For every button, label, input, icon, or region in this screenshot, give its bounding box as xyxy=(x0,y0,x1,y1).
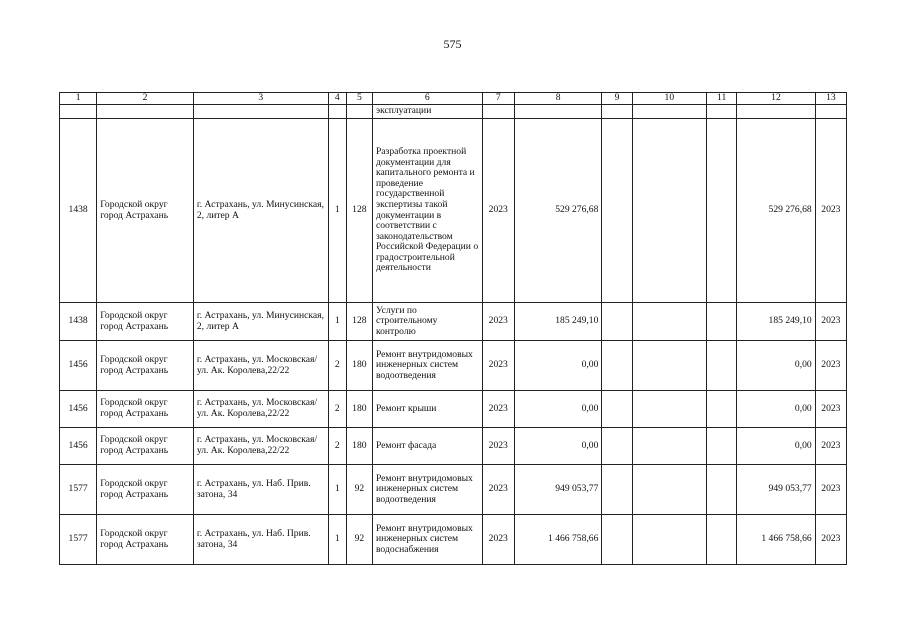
col-4-value: 2 xyxy=(328,341,346,391)
municipality: Городской округ город Астрахань xyxy=(97,428,194,465)
col-9-value xyxy=(602,515,632,565)
record-number: 1438 xyxy=(60,303,97,341)
work-description: Ремонт внутридомовых инженерных систем водоснабжения xyxy=(372,515,482,565)
col-11-value xyxy=(707,119,737,303)
col-12-value: 949 053,77 xyxy=(737,465,815,515)
record-number: 1456 xyxy=(60,391,97,428)
col-12-value: 185 249,10 xyxy=(737,303,815,341)
page-number: 575 xyxy=(443,37,462,51)
total-cost: 949 053,77 xyxy=(514,465,602,515)
municipality: Городской округ город Астрахань xyxy=(97,341,194,391)
address: г. Астрахань, ул. Московская/ ул. Ак. Королева,22/22 xyxy=(193,428,328,465)
col-4-value: 1 xyxy=(328,303,346,341)
col-12-value: 529 276,68 xyxy=(737,119,815,303)
col-9-value xyxy=(602,465,632,515)
work-description: Ремонт фасада xyxy=(372,428,482,465)
address: г. Астрахань, ул. Минусинская, 2, литер А xyxy=(193,119,328,303)
col-4-value: 2 xyxy=(328,428,346,465)
header-col-8: 8 xyxy=(514,93,602,105)
year: 2023 xyxy=(482,391,514,428)
header-col-4: 4 xyxy=(328,93,346,105)
year: 2023 xyxy=(482,303,514,341)
completion-year: 2023 xyxy=(815,119,846,303)
col-4-value: 1 xyxy=(328,465,346,515)
table-row xyxy=(60,119,847,303)
col-11-value xyxy=(707,428,737,465)
completion-year: 2023 xyxy=(815,303,846,341)
continuation-row xyxy=(60,105,847,119)
address: г. Астрахань, ул. Минусинская, 2, литер А xyxy=(193,303,328,341)
work-description: Разработка проектной документации для капитального ремонта и проведение государственной экспертизы такой документации в соответствии с законодательством Российской Федерации о градостроительной деятельности xyxy=(372,119,482,303)
record-number: 1456 xyxy=(60,428,97,465)
col-11-value xyxy=(707,465,737,515)
table-row xyxy=(60,465,847,515)
column-number-header xyxy=(60,93,847,105)
year: 2023 xyxy=(482,465,514,515)
municipality: Городской округ город Астрахань xyxy=(97,515,194,565)
col-11-value xyxy=(707,303,737,341)
address: г. Астрахань, ул. Наб. Прив. затона, 34 xyxy=(193,465,328,515)
record-number: 1577 xyxy=(60,515,97,565)
col-12-value: 0,00 xyxy=(737,391,815,428)
col-12-value: 0,00 xyxy=(737,341,815,391)
col-11-value xyxy=(707,515,737,565)
col-10-value xyxy=(632,428,706,465)
table-row xyxy=(60,515,847,565)
col-5-value: 92 xyxy=(346,515,372,565)
header-col-12: 12 xyxy=(737,93,815,105)
total-cost: 0,00 xyxy=(514,391,602,428)
col-10-value xyxy=(632,391,706,428)
table-row xyxy=(60,341,847,391)
total-cost: 0,00 xyxy=(514,341,602,391)
col-4-value: 1 xyxy=(328,515,346,565)
col-9-value xyxy=(602,303,632,341)
work-description: Ремонт внутридомовых инженерных систем водоотведения xyxy=(372,465,482,515)
header-col-11: 11 xyxy=(707,93,737,105)
col-10-value xyxy=(632,515,706,565)
completion-year: 2023 xyxy=(815,428,846,465)
col-12-value: 0,00 xyxy=(737,428,815,465)
col-5-value: 128 xyxy=(346,303,372,341)
completion-year: 2023 xyxy=(815,465,846,515)
col-4-value: 1 xyxy=(328,119,346,303)
municipality: Городской округ город Астрахань xyxy=(97,303,194,341)
col-10-value xyxy=(632,465,706,515)
year: 2023 xyxy=(482,428,514,465)
col-4-value: 2 xyxy=(328,391,346,428)
municipality: Городской округ город Астрахань xyxy=(97,119,194,303)
completion-year: 2023 xyxy=(815,341,846,391)
col-10-value xyxy=(632,119,706,303)
table-row xyxy=(60,391,847,428)
work-description: Ремонт крыши xyxy=(372,391,482,428)
col-11-value xyxy=(707,391,737,428)
col-5-value: 180 xyxy=(346,391,372,428)
total-cost: 0,00 xyxy=(514,428,602,465)
municipality: Городской округ город Астрахань xyxy=(97,465,194,515)
table-row xyxy=(60,303,847,341)
year: 2023 xyxy=(482,119,514,303)
header-col-2: 2 xyxy=(97,93,194,105)
col-5-value: 128 xyxy=(346,119,372,303)
completion-year: 2023 xyxy=(815,391,846,428)
total-cost: 1 466 758,66 xyxy=(514,515,602,565)
address: г. Астрахань, ул. Московская/ ул. Ак. Королева,22/22 xyxy=(193,391,328,428)
col-10-value xyxy=(632,303,706,341)
header-col-5: 5 xyxy=(346,93,372,105)
col-10-value xyxy=(632,341,706,391)
total-cost: 185 249,10 xyxy=(514,303,602,341)
record-number: 1456 xyxy=(60,341,97,391)
col-5-value: 180 xyxy=(346,341,372,391)
address: г. Астрахань, ул. Московская/ ул. Ак. Королева,22/22 xyxy=(193,341,328,391)
col-9-value xyxy=(602,391,632,428)
header-col-13: 13 xyxy=(815,93,846,105)
col-9-value xyxy=(602,341,632,391)
year: 2023 xyxy=(482,515,514,565)
header-col-10: 10 xyxy=(632,93,706,105)
header-col-1: 1 xyxy=(60,93,97,105)
record-number: 1438 xyxy=(60,119,97,303)
municipality: Городской округ город Астрахань xyxy=(97,391,194,428)
repair-program-table xyxy=(59,92,847,565)
header-col-3: 3 xyxy=(193,93,328,105)
work-description: Ремонт внутридомовых инженерных систем водоотведения xyxy=(372,341,482,391)
address: г. Астрахань, ул. Наб. Прив. затона, 34 xyxy=(193,515,328,565)
work-description: Услуги по строительному контролю xyxy=(372,303,482,341)
col-12-value: 1 466 758,66 xyxy=(737,515,815,565)
col-9-value xyxy=(602,119,632,303)
header-col-9: 9 xyxy=(602,93,632,105)
col-5-value: 92 xyxy=(346,465,372,515)
col-9-value xyxy=(602,428,632,465)
record-number: 1577 xyxy=(60,465,97,515)
completion-year: 2023 xyxy=(815,515,846,565)
header-col-7: 7 xyxy=(482,93,514,105)
table-row xyxy=(60,428,847,465)
continuation-text: эксплуатации xyxy=(372,105,482,119)
col-11-value xyxy=(707,341,737,391)
year: 2023 xyxy=(482,341,514,391)
col-5-value: 180 xyxy=(346,428,372,465)
total-cost: 529 276,68 xyxy=(514,119,602,303)
header-col-6: 6 xyxy=(372,93,482,105)
